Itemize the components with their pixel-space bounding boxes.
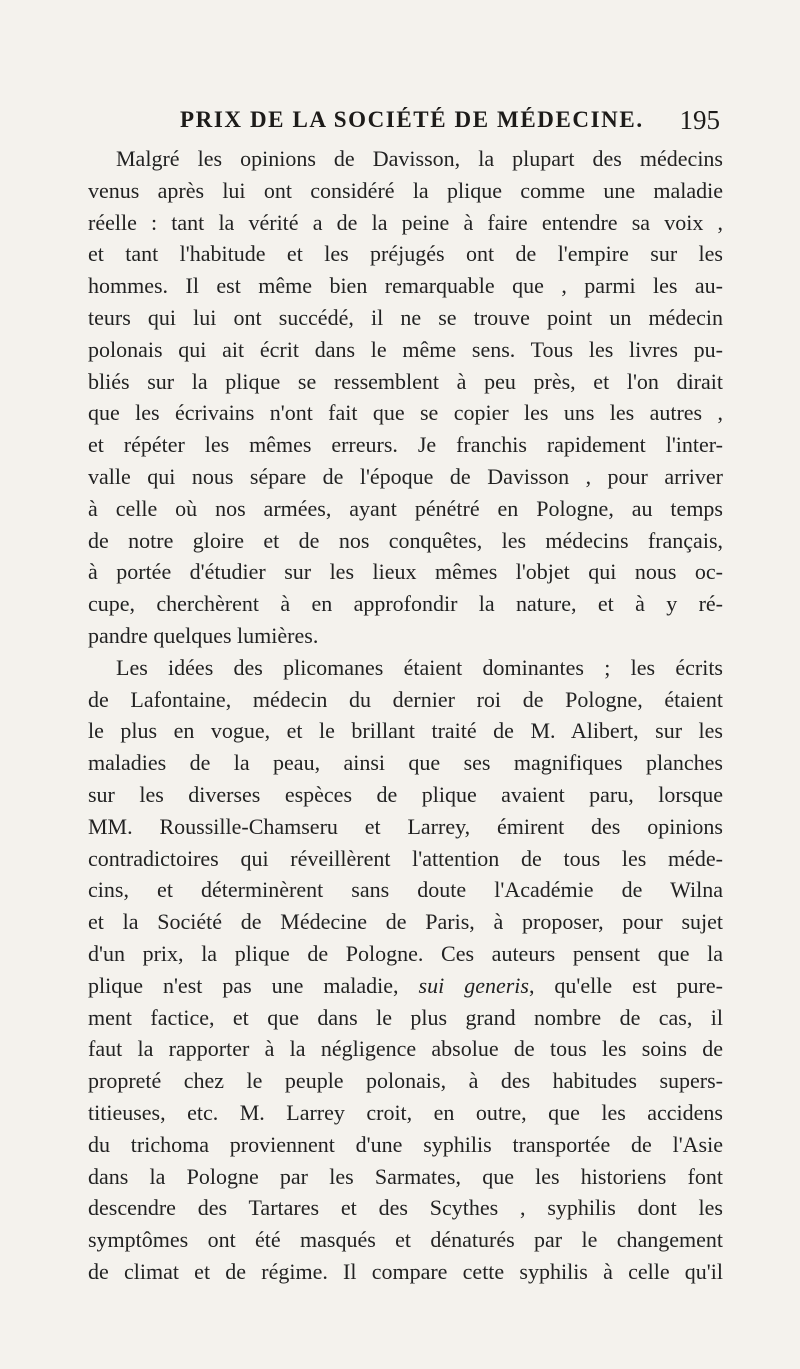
text-line: de climat et de régime. Il compare cette syphilis à celle qu'il — [88, 1258, 723, 1284]
text-line-mixed — [88, 970, 723, 1002]
page-number: 195 — [679, 105, 720, 135]
running-header — [180, 107, 720, 139]
text-line: que les écrivains n'ont fait que se copier les uns les autres , — [88, 400, 723, 426]
text-line: titieuses, etc. M. Larrey croit, en outre, que les accidens — [88, 1099, 723, 1125]
text-line: teurs qui lui ont succédé, il ne se trouve point un médecin — [88, 304, 723, 330]
text-line: cupe, cherchèrent à en approfondir la nature, et à y ré- — [88, 591, 723, 617]
text-line: valle qui nous sépare de l'époque de Davisson , pour arriver — [88, 463, 723, 489]
italic-phrase: sui generis — [418, 972, 529, 998]
text-segment: plique n'est pas une maladie, — [88, 972, 419, 998]
text-line: à portée d'étudier sur les lieux mêmes l'objet qui nous oc- — [88, 559, 723, 585]
text-segment: , qu'elle est pure- — [528, 972, 723, 998]
text-line: dans la Pologne par les Sarmates, que les historiens font — [88, 1163, 723, 1189]
text-line: Malgré les opinions de Davisson, la plupart des médecins — [116, 146, 723, 171]
text-line: hommes. Il est même bien remarquable que , parmi les au- — [88, 273, 723, 299]
text-line: sur les diverses espèces de plique avaient paru, lorsque — [88, 781, 723, 807]
body-text — [88, 143, 723, 1288]
text-line: contradictoires qui réveillèrent l'attention de tous les méde- — [88, 845, 723, 871]
text-line: réelle : tant la vérité a de la peine à faire entendre sa voix , — [88, 209, 723, 235]
running-title: PRIX DE LA SOCIÉTÉ DE MÉDECINE. — [180, 107, 644, 132]
text-line: de Lafontaine, médecin du dernier roi de Pologne, étaient — [88, 686, 723, 712]
text-line: bliés sur la plique se ressemblent à peu près, et l'on dirait — [88, 368, 723, 394]
text-line: d'un prix, la plique de Pologne. Ces auteurs pensent que la — [88, 940, 723, 966]
text-line: propreté chez le peuple polonais, à des habitudes supers- — [88, 1068, 723, 1094]
text-line: pandre quelques lumières. — [88, 622, 319, 648]
text-line: descendre des Tartares et des Scythes , syphilis dont les — [88, 1195, 723, 1221]
text-line: du trichoma proviennent d'une syphilis transportée de l'Asie — [88, 1131, 723, 1157]
text-line: MM. Roussille-Chamseru et Larrey, émirent des opinions — [88, 813, 723, 839]
text-line: polonais qui ait écrit dans le même sens. Tous les livres pu- — [88, 336, 723, 362]
text-line: le plus en vogue, et le brillant traité de M. Alibert, sur les — [88, 718, 723, 744]
text-line: à celle où nos armées, ayant pénétré en Pologne, au temps — [88, 495, 723, 521]
text-line: maladies de la peau, ainsi que ses magnifiques planches — [88, 750, 723, 776]
text-line: symptômes ont été masqués et dénaturés par le changement — [88, 1227, 723, 1253]
text-line: cins, et déterminèrent sans doute l'Académie de Wilna — [88, 877, 723, 903]
text-line: ment factice, et que dans le plus grand nombre de cas, il — [88, 1004, 723, 1030]
text-line: venus après lui ont considéré la plique comme une maladie — [88, 177, 723, 203]
text-line: et la Société de Médecine de Paris, à proposer, pour sujet — [88, 909, 723, 935]
text-line: et tant l'habitude et les préjugés ont de l'empire sur les — [88, 241, 723, 267]
text-line: et répéter les mêmes erreurs. Je franchis rapidement l'inter- — [88, 432, 723, 458]
text-line: de notre gloire et de nos conquêtes, les médecins français, — [88, 527, 723, 553]
text-line: faut la rapporter à la négligence absolue de tous les soins de — [88, 1036, 723, 1062]
text-line: Les idées des plicomanes étaient dominantes ; les écrits — [116, 654, 723, 680]
